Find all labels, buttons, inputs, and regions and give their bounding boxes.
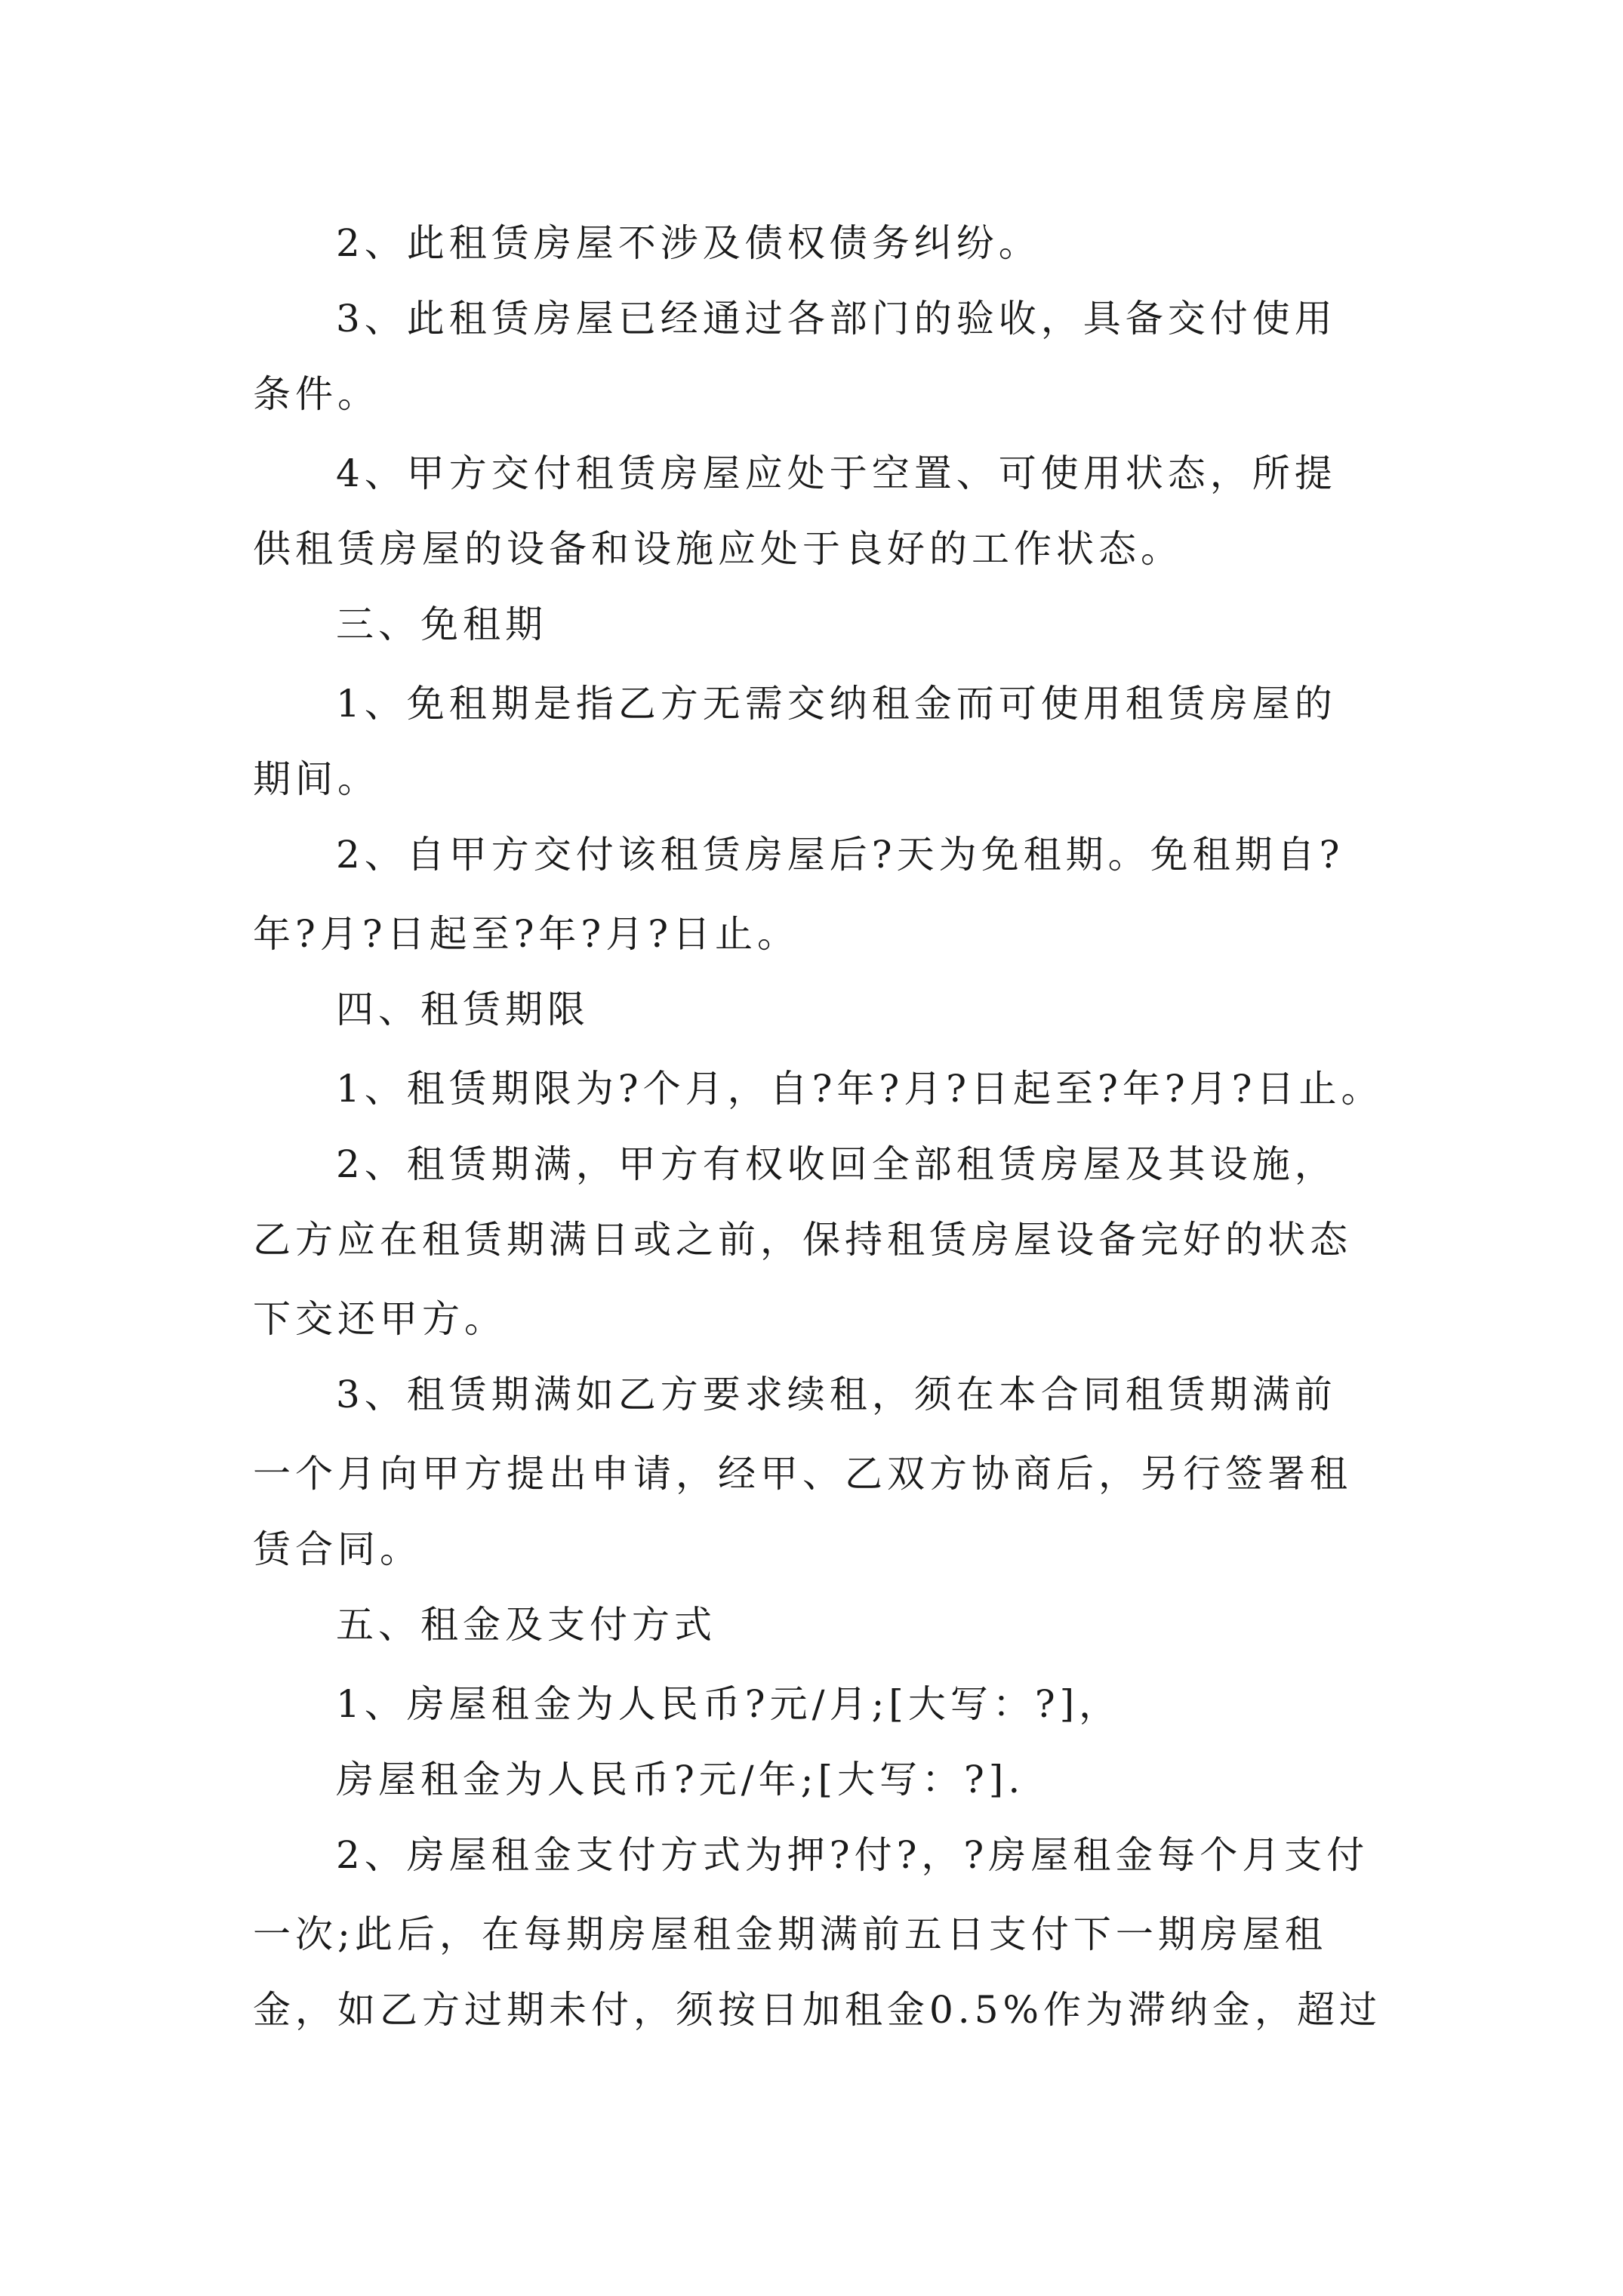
rent-clause-1-yearly: 房屋租金为人民币?元/年;[大写：?].: [336, 1758, 1025, 1801]
rent-clause-2-line-2: 一次;此后，在每期房屋租金期满前五日支付下一期房屋租: [253, 1912, 1327, 1956]
lease-term-clause-3-line-2: 一个月向甲方提出申请，经甲、乙双方协商后，另行签署租: [253, 1452, 1352, 1496]
section-heading-rent-free-period: 三、免租期: [336, 603, 547, 646]
clause-3-acceptance-line-1: 3、此租赁房屋已经通过各部门的验收，具备交付使用: [336, 297, 1337, 341]
section-heading-rent-and-payment: 五、租金及支付方式: [336, 1603, 716, 1647]
rent-clause-2-line-3: 金，如乙方过期未付，须按日加租金0.5%作为滞纳金，超过: [253, 1988, 1382, 2032]
clause-4-delivery-line-2: 供租赁房屋的设备和设施应处于良好的工作状态。: [253, 527, 1183, 571]
lease-term-clause-1: 1、租赁期限为?个月，自?年?月?日起至?年?月?日止。: [336, 1067, 1384, 1111]
rent-clause-2-line-1: 2、房屋租金支付方式为押?付?，?房屋租金每个月支付: [336, 1833, 1369, 1877]
lease-term-clause-3-line-1: 3、租赁期满如乙方要求续租，须在本合同租赁期满前: [336, 1373, 1337, 1416]
rent-free-clause-2-line-2: 年?月?日起至?年?月?日止。: [253, 912, 800, 956]
lease-term-clause-2-line-2: 乙方应在租赁期满日或之前，保持租赁房屋设备完好的状态: [253, 1218, 1352, 1262]
lease-term-clause-2-line-3: 下交还甲方。: [253, 1297, 507, 1341]
rent-free-clause-1-line-1: 1、免租期是指乙方无需交纳租金而可使用租赁房屋的: [336, 682, 1337, 726]
lease-term-clause-3-line-3: 赁合同。: [253, 1527, 422, 1571]
rent-free-clause-1-line-2: 期间。: [253, 757, 380, 801]
rent-clause-1-monthly: 1、房屋租金为人民币?元/月;[大写：?]，: [336, 1682, 1122, 1726]
section-heading-lease-term: 四、租赁期限: [336, 988, 590, 1031]
rent-free-clause-2-line-1: 2、自甲方交付该租赁房屋后?天为免租期。免租期自?: [336, 833, 1344, 877]
clause-3-acceptance-line-2: 条件。: [253, 372, 380, 416]
clause-2-no-debt-disputes: 2、此租赁房屋不涉及债权债务纠纷。: [336, 221, 1041, 265]
clause-4-delivery-line-1: 4、甲方交付租赁房屋应处于空置、可使用状态，所提: [336, 451, 1337, 495]
lease-term-clause-2-line-1: 2、租赁期满，甲方有权收回全部租赁房屋及其设施，: [336, 1142, 1337, 1186]
